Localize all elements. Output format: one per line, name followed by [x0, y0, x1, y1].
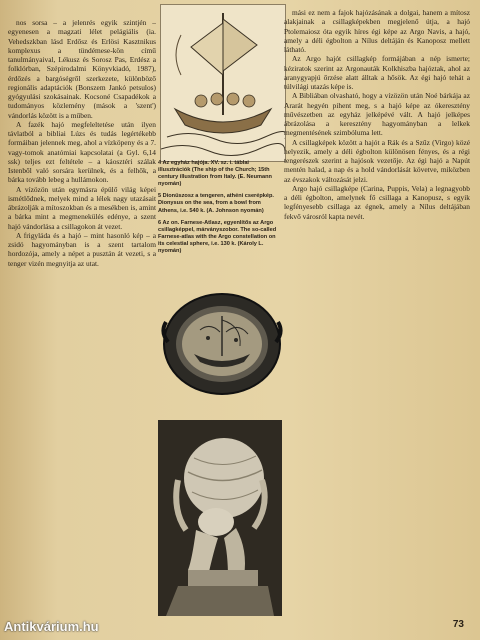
farnese-atlas-drawing	[158, 420, 282, 616]
page-number: 73	[452, 619, 464, 630]
right-paragraph: A Bibliában olvasható, hogy a vízözön után Noé bárkája az Ararát hegyén pihent meg, s a hajó képe az ókeresztény művészetben az egyház jelképévé vált. A hajó jelképes ábrázolása a keresztény hagyományban a lelkek megmentésének szimbóluma lett.	[284, 91, 470, 138]
caption-figure-5: 5 Dionüszosz a tengeren, athéni cserépkép. Dionysus on the sea, from a bowl from Athens, i.e. 540 k. (A. Johnson nyomán)	[158, 193, 274, 214]
caption-figure-4: 4 Az egyház hajója. XV. sz. i. táblai illusztrációk (The ship of the Church; 15th century illustration from Italy. (E. Neumann nyomán)	[158, 160, 272, 188]
church-ship-drawing	[161, 5, 285, 161]
right-paragraph: A csillagképek között a hajót a Rák és a Szűz (Virgo) közé helyezik, amely a déli égbolton különösen fényes, és a régi tengerészek szerint a hajósok vezetője. Az égi hajó a Napút mentén halad, a nap és a hold vándorlását követve, miközben az évszakok változását jelzi.	[284, 137, 470, 184]
caption-column	[158, 160, 280, 260]
right-text-column	[284, 8, 470, 612]
figure-dionysus-bowl	[160, 282, 284, 406]
left-paragraph: A fazék hajó megfeleltetése után ilyen távlatból a bibliai Lúzs és tudás legértékebb formáiban jelennek meg, ahol a vízköpeny és a 7. vagy-tomok anatómiai kapcsolatai (a Gyl. 6,14 ssk) teljes ezt feltétele – a káosztéri szálak Istenből való sorsára kerülnek, és a felhők, a bárka tovább lebeg a hullámokon.	[8, 119, 156, 185]
figure-church-ship-illustration	[160, 4, 286, 162]
right-paragraph: Az Argo hajót csillagkép formájában a nép ismerte; kéziratok szerint az Argonauták Kolkhiszba hajóztak, ahol az aranygyapjú őrzése alatt álltak a hősök. Az égi hajó tehát a túlvilági utazás képe is.	[284, 54, 470, 91]
watermark-logo: Antikvárium.hu	[4, 619, 99, 634]
right-paragraph: mási ez nem a fajok hajózásának a dolgai, hanem a mítosz alakjainak a csillagképekben megjelenő útja, a hajó Ptolemaiosz óta egyik híres égi képe az Argo Navis, a hajó, amely a déli égbolton a Nílus deltáján és Kanoposz mellett látható.	[284, 8, 470, 54]
left-paragraph: nos sorsa – a jelenrés egyik szintjén – egyenesen a magzati lélet pelágiális (ia. Vehedszkban lásd Erdősz és Erlösi Kasztnikus komplexus a tündémese-kön című tanulmányaival, Lékusz és Sorosz Pas, Erdész a folklórban, Szépirodalmi Könyvkiadó, 1987), érdőzés a bargóségről szerkezete, különböző regionális adaptációk (Bonszem Jankó petsulos) gyógyulási szokásainak. Kocsoné Csapadékok a tudományos közlemény (mások a 'szent') vándorlás között is a műben.	[8, 18, 156, 120]
right-paragraph: Argo hajó csillagképe (Carina, Puppis, Vela) a legnagyobb a déli égbolton, amelynek fő csillaga a Kanopusz, s egyik legfényesebb csillaga az égnek, amely a Nílus deltájában fekvő városról kapta nevét.	[284, 183, 470, 221]
left-text-column	[8, 18, 156, 610]
left-paragraph: A vízözön után egymásra épülő világ képei ismétlődnek, melyek mind a lélek nagy utazásait ábrázolják a mítoszokban és a mesékben is, amint a bárka mint a megmenekülés edénye, a szent hajó vándorlása a csillagokon át vezet.	[8, 184, 156, 231]
caption-figure-6: 6 Az on. Farnese-Atlasz, egyenlítős az Argo csillagképpel, márványszobor. The so-called Farnese-atlas with the Argo constellation on its celestial sphere, i.e. 130 k. (Károly L. nyomán)	[158, 219, 277, 255]
dionysus-bowl-drawing	[160, 282, 284, 406]
figure-farnese-atlas-photo	[158, 420, 282, 616]
left-paragraph: A frigyláda és a hajó – mint hasonló kép – a zsidó hagyományban is a szent tartalom hordozója, amely a népet a pusztán át vezeti, s a tenger vizén megnyitja az utat.	[8, 230, 156, 268]
